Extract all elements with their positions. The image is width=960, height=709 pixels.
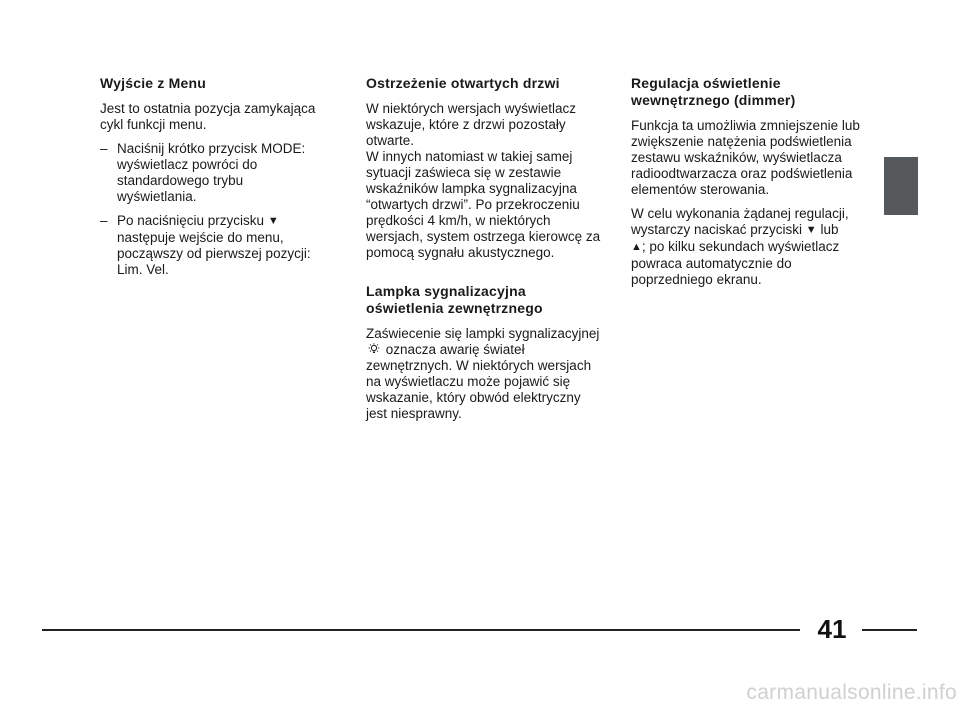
- arrow-down-icon: ▼: [805, 224, 817, 236]
- section-tab-marker: [884, 157, 918, 215]
- column-door-warning: [366, 75, 601, 430]
- bullet2-text-start: Po naciśnięciu przycisku: [117, 213, 268, 228]
- footer-rule-right: [862, 629, 917, 631]
- door-warning-line1: W niektórych wersjach wyświetlacz wskazuje, które z drzwi pozostały otwarte.: [366, 101, 577, 148]
- exterior-lights-text-end: oznacza awarię świateł zewnętrznych. W niektórych wersjach na wyświetlaczu może pojawić się wskazanie, który obwód elektryczny jest niesprawny.: [366, 342, 592, 421]
- heading-dimmer: Regulacja oświetlenie wewnętrznego (dimmer): [631, 75, 796, 108]
- door-warning-paragraph: [366, 101, 601, 261]
- bullet-text-arrow: [117, 213, 325, 278]
- heading-exterior-lights: Lampka sygnalizacyjna oświetlenia zewnętrznego: [366, 283, 543, 316]
- heading-exit-menu: Wyjście z Menu: [100, 75, 207, 91]
- page-number: 41: [817, 614, 847, 644]
- dimmer-paragraph-1: Funkcja ta umożliwia zmniejszenie lub zwiększenie natężenia podświetlenia zestawu wskaźników, wyświetlacza radioodtwarzacza oraz podświetlenia elementów sterowania.: [631, 118, 860, 197]
- dimmer-text-start: W celu wykonania żądanej regulacji, wystarczy naciskać przyciski: [631, 206, 849, 237]
- arrow-down-icon: ▼: [267, 215, 279, 227]
- column-exit-menu: [100, 75, 325, 286]
- heading-door-warning: Ostrzeżenie otwartych drzwi: [366, 75, 560, 91]
- bulb-fault-icon: [368, 343, 380, 356]
- footer-rule-left: [42, 629, 800, 631]
- door-warning-line2: W innych natomiast w takiej samej sytuacji zaświeca się w zestawie wskaźników lampka sygnalizacyjna “otwartych drzwi”. Po przekroczeniu prędkości 4 km/h, w niektórych wersjach, system ostrzega kierowcę za pomocą sygnału akustycznego.: [366, 149, 601, 260]
- arrow-up-icon: ▲: [631, 241, 642, 253]
- exterior-lights-text-start: Zaświecenie się lampki sygnalizacyjnej: [366, 326, 600, 341]
- exterior-lights-paragraph: [366, 326, 601, 422]
- column-dimmer: [631, 75, 866, 296]
- bullet2-text-end: następuje wejście do menu, począwszy od pierwszej pozycji: Lim. Vel.: [117, 230, 311, 277]
- list-item: [100, 141, 325, 205]
- dimmer-paragraph-2: [631, 206, 866, 288]
- bullet-text-mode: Naciśnij krótko przycisk MODE: wyświetlacz powróci do standardowego trybu wyświetlania.: [117, 141, 306, 204]
- intro-paragraph: Jest to ostatnia pozycja zamykająca cykl funkcji menu.: [100, 101, 316, 132]
- bullet-dash: –: [100, 141, 108, 156]
- dimmer-text-or: lub: [816, 222, 839, 237]
- bullet-dash: –: [100, 213, 108, 228]
- dimmer-text-end: ; po kilku sekundach wyświetlacz powraca automatycznie do poprzedniego ekranu.: [631, 239, 840, 287]
- watermark: carmanualsonline.info: [746, 681, 957, 704]
- list-item: [100, 213, 325, 278]
